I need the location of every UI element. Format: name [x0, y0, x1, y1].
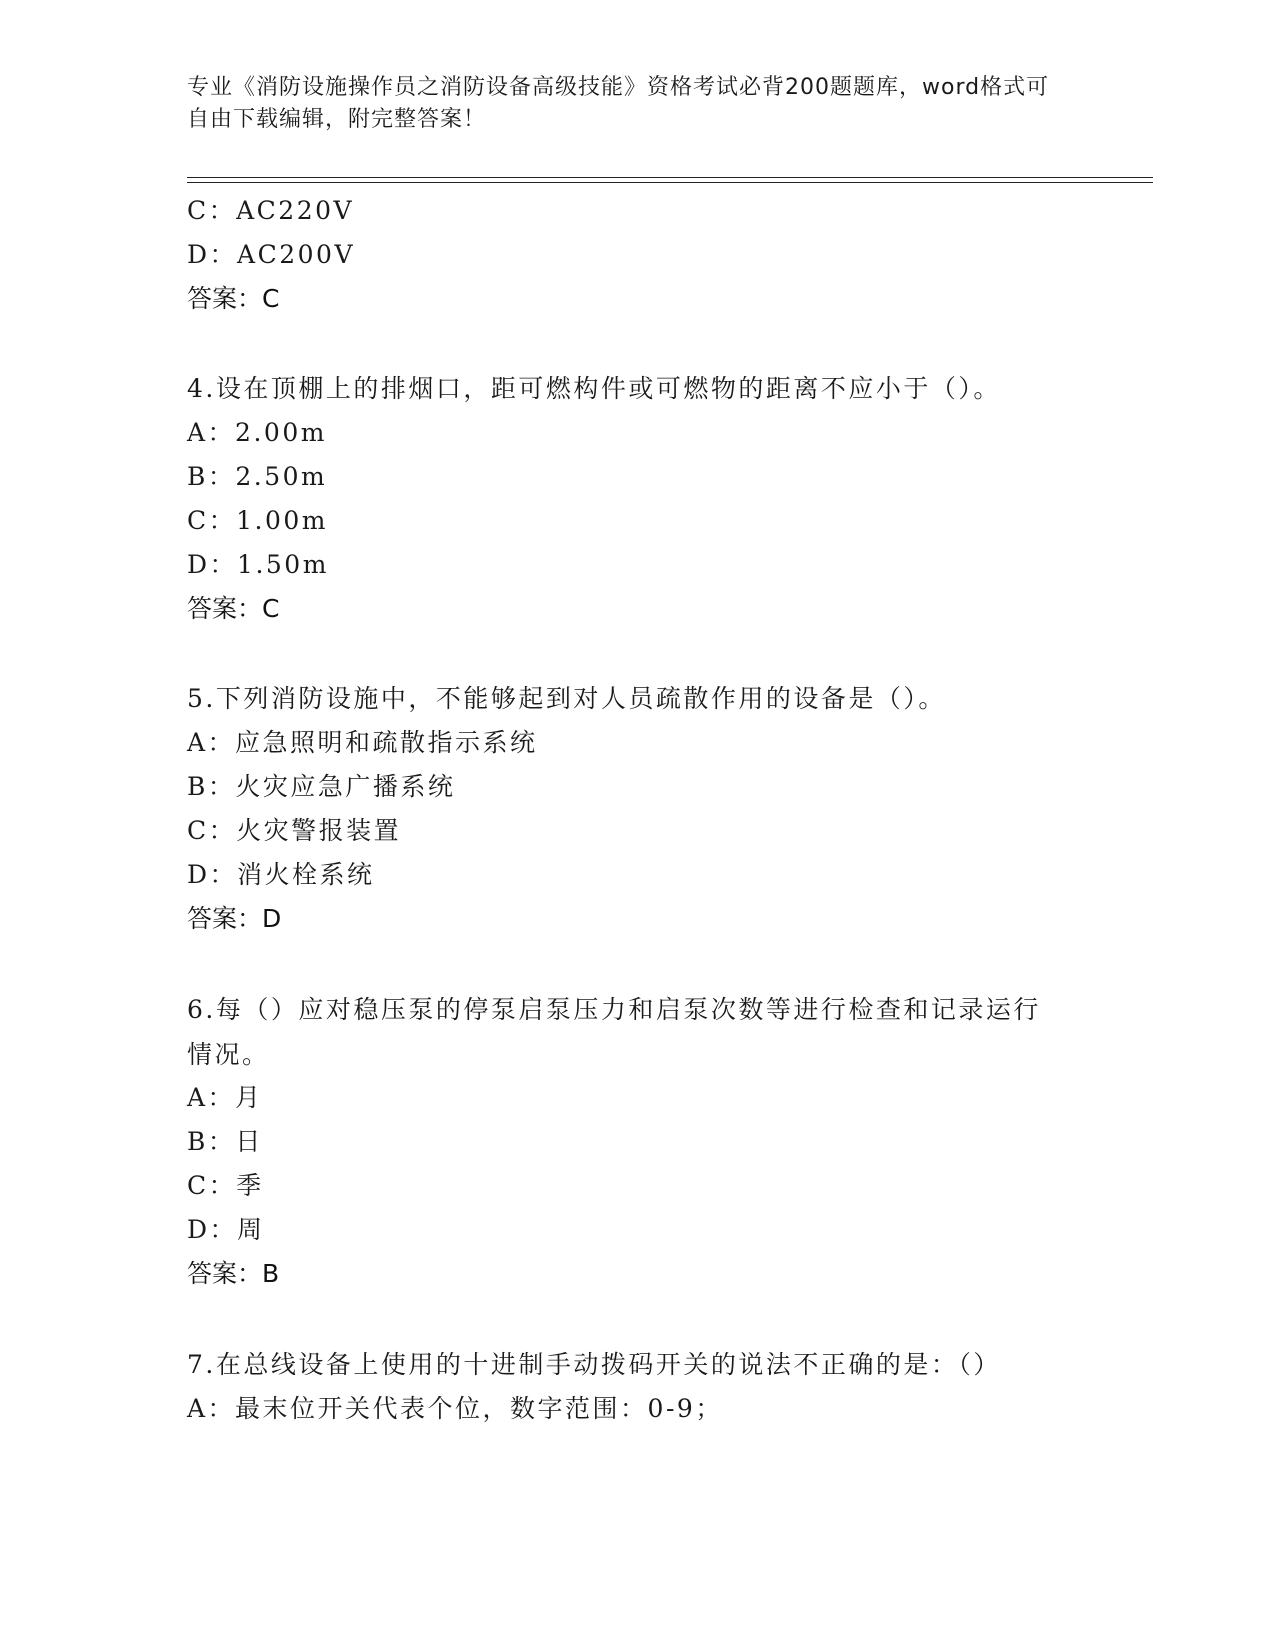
- q5-option-b: B：火灾应急广播系统: [187, 772, 456, 801]
- q6-answer: 答案：B: [187, 1259, 280, 1288]
- q4-option-c: C：1.00m: [187, 506, 328, 535]
- q6-option-d: D：周: [187, 1215, 265, 1244]
- header-rule-top: [187, 177, 1153, 178]
- q4-option-a: A：2.00m: [187, 418, 327, 447]
- q5-option-c: C：火灾警报装置: [187, 816, 402, 845]
- document-header: 专业《消防设施操作员之消防设备高级技能》资格考试必背200题题库，word格式可自由下载编辑，附完整答案！: [187, 75, 1050, 132]
- q7-stem: 7.在总线设备上使用的十进制手动拨码开关的说法不正确的是：（）: [187, 1350, 1001, 1379]
- q5-option-d: D：消火栓系统: [187, 860, 375, 889]
- q5-option-a: A：应急照明和疏散指示系统: [187, 728, 538, 757]
- q6-option-a: A：月: [187, 1083, 263, 1112]
- q5-answer: 答案：D: [187, 904, 282, 933]
- q4-option-d: D：1.50m: [187, 550, 329, 579]
- q4-stem: 4.设在顶棚上的排烟口，距可燃构件或可燃物的距离不应小于（）。: [187, 374, 1001, 403]
- q3-answer: 答案：C: [187, 284, 280, 313]
- q6-option-b: B：日: [187, 1127, 263, 1156]
- q6-stem: 6.每（）应对稳压泵的停泵启泵压力和启泵次数等进行检查和记录运行情况。: [187, 995, 1041, 1069]
- q4-option-b: B：2.50m: [187, 462, 328, 491]
- header-rule-bottom: [187, 182, 1153, 183]
- q6-option-c: C：季: [187, 1171, 264, 1200]
- q3-option-c: C：AC220V: [187, 196, 355, 225]
- q5-stem: 5.下列消防设施中，不能够起到对人员疏散作用的设备是（）。: [187, 684, 946, 713]
- q7-option-a: A：最末位开关代表个位，数字范围：0-9；: [187, 1394, 723, 1423]
- q4-answer: 答案：C: [187, 594, 280, 623]
- q3-option-d: D：AC200V: [187, 240, 355, 269]
